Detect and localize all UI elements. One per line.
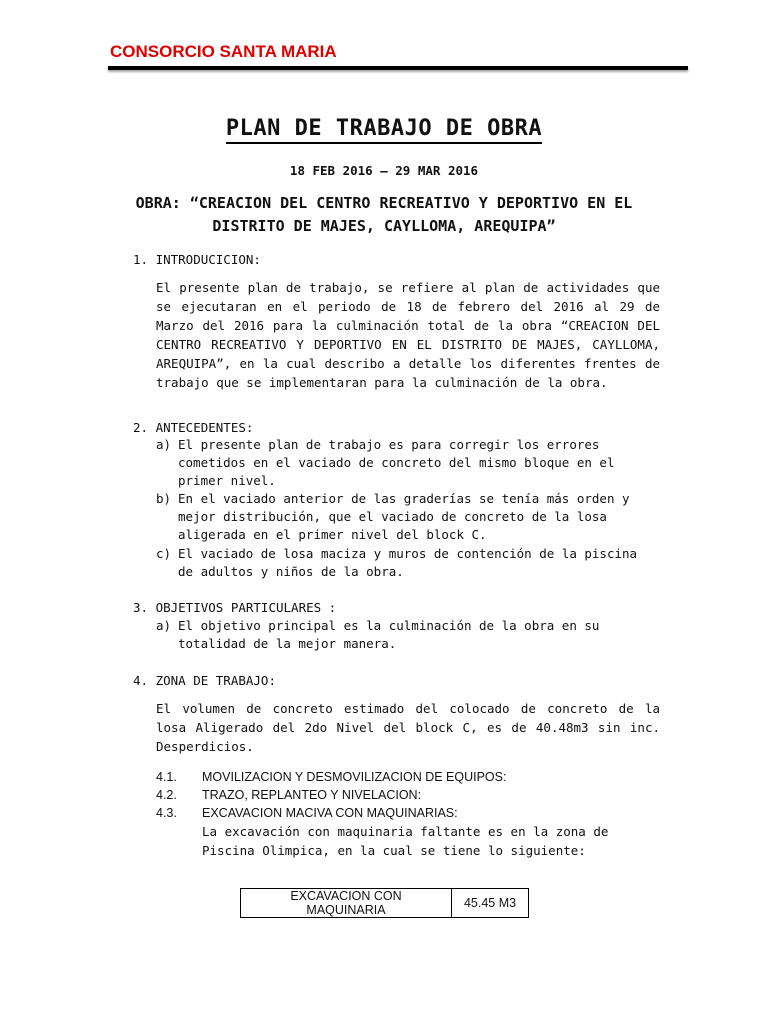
document-title (0, 116, 768, 141)
subsection-label: EXCAVACION MACIVA CON MAQUINARIAS: (202, 806, 458, 820)
document-title-text: PLAN DE TRABAJO DE OBRA (226, 116, 542, 144)
subsection-body: La excavación con maquinaria faltante es en la zona de Piscina Olimpica, en la cual se tiene lo siguiente: (202, 824, 609, 858)
subsection-number: 4.1. (156, 770, 177, 784)
subsection-label: TRAZO, REPLANTEO Y NIVELACION: (202, 788, 422, 802)
list-item (156, 617, 646, 653)
obra-line-1: OBRA: “CREACION DEL CENTRO RECREATIVO Y DEPORTIVO EN EL (135, 194, 633, 212)
date-range: 18 FEB 2016 – 29 MAR 2016 (289, 163, 479, 178)
list-item-text: El objetivo principal es la culminación de la obra en su totalidad de la mejor manera. (178, 618, 600, 651)
list-item-text: El vaciado de losa maciza y muros de contención de la piscina de adultos y niños de la obra. (178, 546, 638, 579)
section-heading-antecedentes: 2. ANTECEDENTES: (133, 420, 254, 435)
list-marker: a) (156, 437, 172, 452)
list-marker: b) (156, 491, 172, 506)
section-body-introduccion: El presente plan de trabajo, se refiere al plan de actividades que se ejecutaran en el periodo de 18 de febrero del 2016 al 29 de Marzo del 2016 para la culminación total de la obra “CREACION DEL CENTRO RECREATIVO Y DEPORTIVO EN EL DISTRITO DE MAJES, CAYLLOMA, AREQUIPA”, en la cual describo a detalle los diferentes frentes de trabajo que se implementaran para la culminación de la obra. (156, 280, 660, 390)
subsection-4-2 (156, 786, 421, 804)
subsection-4-3 (156, 804, 458, 822)
obra-line-2: DISTRITO DE MAJES, CAYLLOMA, AREQUIPA” (212, 217, 556, 235)
list-marker: a) (156, 618, 172, 633)
obra-heading (108, 192, 660, 238)
subsection-4-1 (156, 768, 506, 786)
excavation-table (240, 888, 529, 918)
subsection-label: MOVILIZACION Y DESMOVILIZACION DE EQUIPOS: (202, 770, 507, 784)
list-item (156, 545, 646, 581)
list-item-text: En el vaciado anterior de las graderías se tenía más orden y mejor distribución, que el vaciado de concreto de la losa aligerada en el primer nivel del block C. (178, 491, 630, 542)
subsection-number: 4.2. (156, 788, 177, 802)
table-row (241, 889, 529, 918)
list-item-text: El presente plan de trabajo es para corregir los errores cometidos en el vaciado de concreto del mismo bloque en el primer nivel. (178, 437, 615, 488)
section-body-zona-trabajo: El volumen de concreto estimado del colocado de concreto de la losa Aligerado del 2do Nivel del block C, es de 40.48m3 sin inc. Desperdicios. (156, 701, 660, 754)
section-heading-objetivos: 3. OBJETIVOS PARTICULARES : (133, 600, 337, 615)
company-name: CONSORCIO SANTA MARIA (110, 42, 337, 61)
list-marker: c) (156, 546, 172, 561)
list-item (156, 490, 646, 544)
header-rule (108, 66, 688, 70)
table-cell-label: EXCAVACION CON MAQUINARIA (241, 889, 452, 918)
section-heading-zona-trabajo: 4. ZONA DE TRABAJO: (133, 673, 276, 688)
list-item (156, 436, 646, 490)
table-cell-value: 45.45 M3 (452, 889, 529, 918)
subsection-number: 4.3. (156, 806, 177, 820)
section-heading-introduccion: 1. INTRODUCICION: (133, 252, 261, 267)
